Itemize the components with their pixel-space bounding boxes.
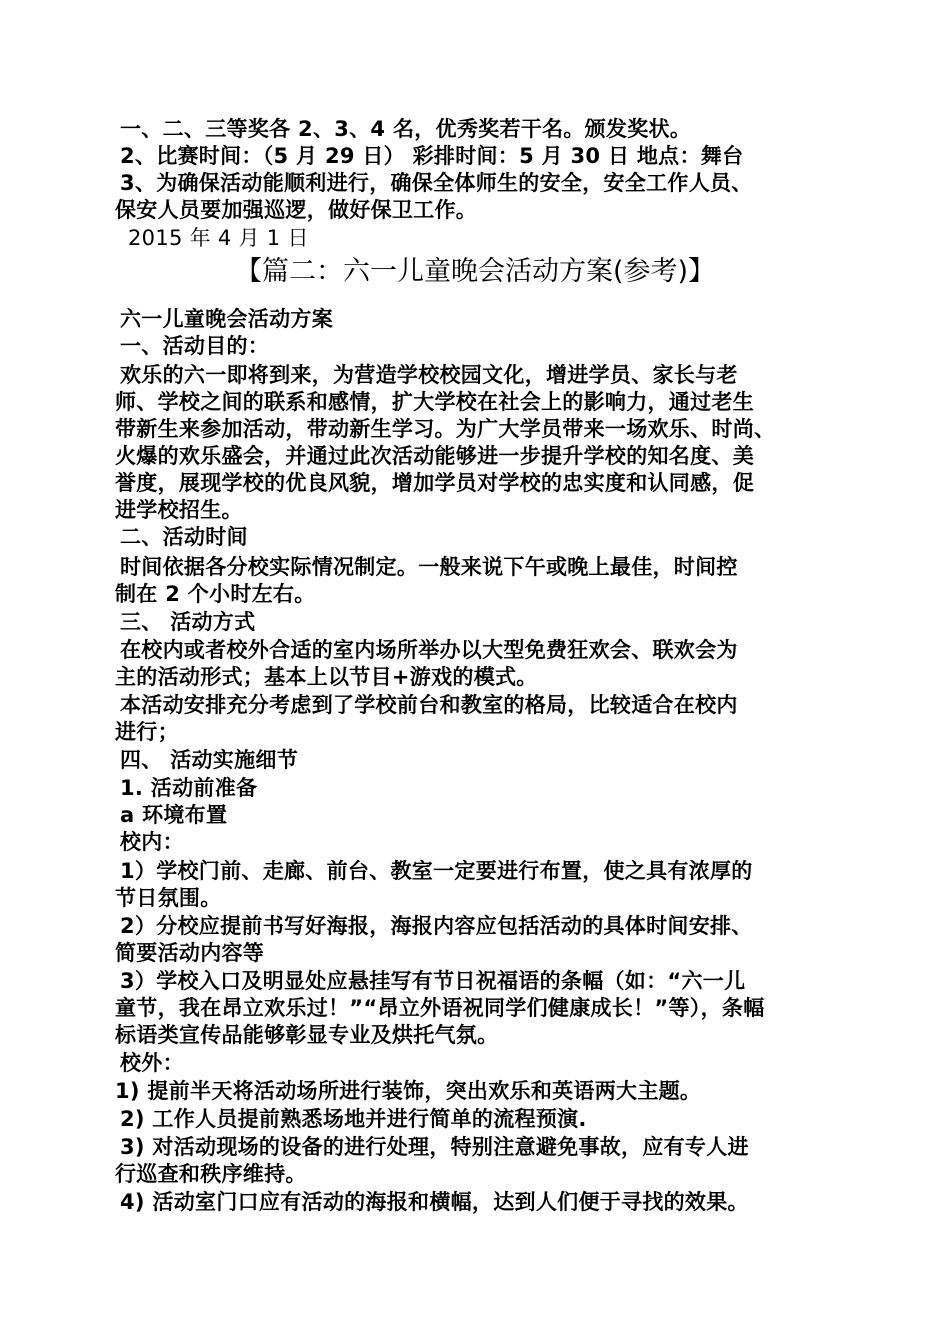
heading-purpose: 一、活动目的： — [120, 334, 270, 358]
list-item: 4) 活动室门口应有活动的海报和横幅，达到人们便于寻找的效果。 — [120, 1190, 749, 1214]
subheading-off-campus: 校外： — [120, 1051, 184, 1075]
paragraph-line: 誉度，展现学校的优良风貌，增加学员对学校的忠实度和认同感，促 — [115, 471, 754, 495]
section-title: 【篇二：六一儿童晚会活动方案(参考)】 — [234, 256, 716, 287]
list-item: 1）学校门前、走廊、前台、教室一定要进行布置，使之具有浓厚的 — [120, 859, 753, 883]
heading-time: 二、活动时间 — [120, 525, 248, 549]
heading-details: 四、 活动实施细节 — [120, 748, 299, 772]
subheading-prep: 1. 活动前准备 — [120, 776, 258, 800]
date-line: 2015 年 4 月 1 日 — [128, 226, 309, 250]
paragraph-line: 进学校招生。 — [115, 498, 243, 522]
time-line: 2、比赛时间：（5 月 29 日） 彩排时间：5 月 30 日 地点：舞台 — [120, 144, 744, 168]
paragraph-line: 师、学校之间的联系和感情，扩大学校在社会上的影响力，通过老生 — [115, 390, 754, 414]
safety-line-2: 保安人员要加强巡逻，做好保卫工作。 — [115, 198, 478, 222]
list-item-cont: 行巡查和秩序维持。 — [115, 1162, 307, 1186]
list-item-cont: 标语类宣传品能够彰显专业及烘托气氛。 — [115, 1023, 499, 1047]
list-item: 2）分校应提前书写好海报，海报内容应包括活动的具体时间安排、 — [120, 914, 753, 938]
award-line: 一、二、三等奖各 2、3、4 名，优秀奖若干名。颁发奖状。 — [120, 117, 692, 141]
list-item: 3）学校入口及明显处应悬挂写有节日祝福语的条幅（如：“六一儿 — [120, 969, 746, 993]
paragraph-line: 在校内或者校外合适的室内场所举办以大型免费狂欢会、联欢会为 — [120, 638, 738, 662]
list-item: 1) 提前半天将活动场所进行装饰，突出欢乐和英语两大主题。 — [115, 1079, 702, 1103]
list-item-cont: 童节，我在昂立欢乐过！”“昂立外语祝同学们健康成长！”等），条幅 — [115, 996, 765, 1020]
paragraph-line: 时间依据各分校实际情况制定。一般来说下午或晚上最佳，时间控 — [120, 555, 738, 579]
paragraph-line: 制在 2 个小时左右。 — [115, 582, 316, 606]
subheading-environment: a 环境布置 — [120, 803, 228, 827]
paragraph-line: 进行； — [115, 720, 179, 744]
paragraph-line: 火爆的欢乐盛会，并通过此次活动能够进一步提升学校的知名度、美 — [115, 444, 754, 468]
list-item: 3) 对活动现场的设备的进行处理，特别注意避免事故，应有专人进 — [120, 1135, 749, 1159]
list-item: 2) 工作人员提前熟悉场地并进行简单的流程预演. — [120, 1107, 587, 1131]
heading-method: 三、 活动方式 — [120, 610, 256, 634]
list-item-cont: 简要活动内容等 — [115, 941, 265, 965]
list-item-cont: 节日氛围。 — [115, 886, 222, 910]
plan-heading: 六一儿童晚会活动方案 — [120, 307, 333, 331]
paragraph-line: 主的活动形式；基本上以节目+游戏的模式。 — [115, 665, 538, 689]
paragraph-line: 带新生来参加活动，带动新生学习。为广大学员带来一场欢乐、时尚、 — [115, 417, 776, 441]
safety-line-1: 3、为确保活动能顺利进行，确保全体师生的安全，安全工作人员、 — [120, 171, 753, 195]
paragraph-line: 本活动安排充分考虑到了学校前台和教室的格局，比较适合在校内 — [120, 693, 738, 717]
paragraph-line: 欢乐的六一即将到来，为营造学校校园文化，增进学员、家长与老 — [120, 363, 738, 387]
subheading-on-campus: 校内： — [120, 830, 184, 854]
